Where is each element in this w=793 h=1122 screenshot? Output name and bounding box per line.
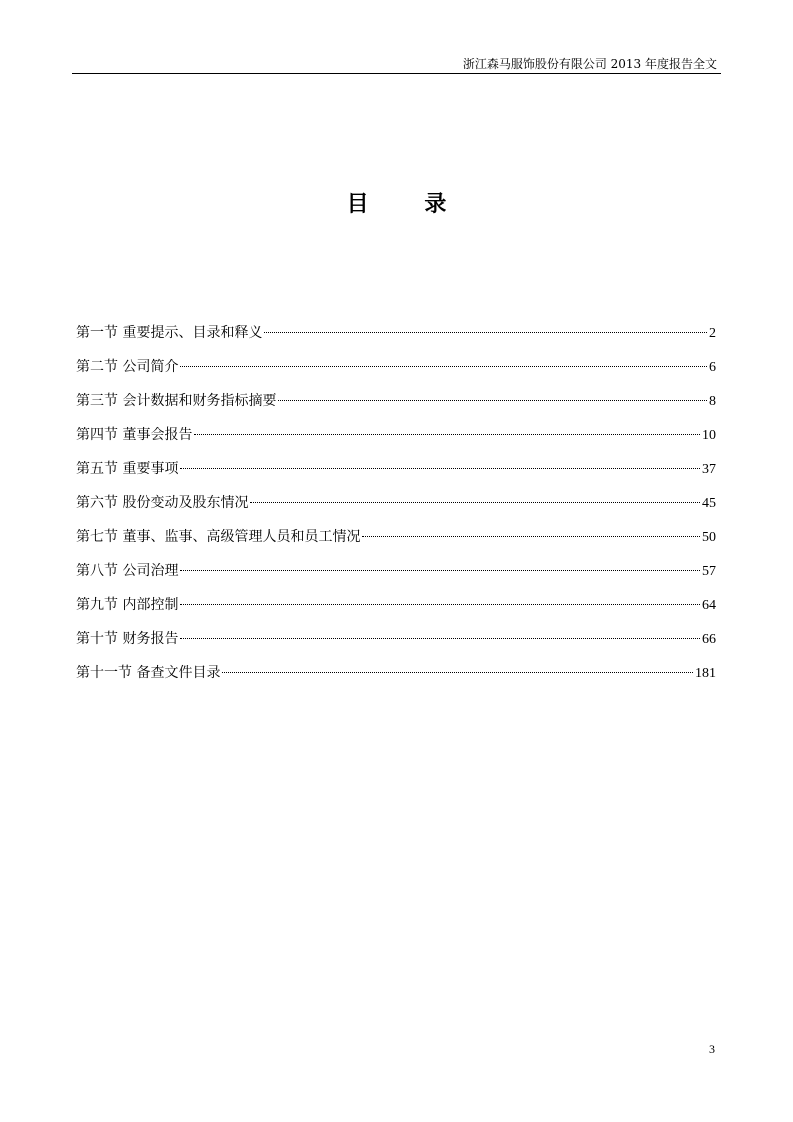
toc-entry-label: 第十一节 备查文件目录 — [76, 665, 221, 681]
toc-entry[interactable] — [76, 322, 716, 356]
toc-entry-page: 57 — [702, 564, 716, 579]
toc-entry[interactable] — [76, 594, 716, 628]
toc-leader-dots — [180, 468, 700, 469]
toc-entry-page: 66 — [702, 632, 716, 647]
header-divider — [72, 73, 721, 74]
toc-leader-dots — [180, 604, 700, 605]
toc-entry-page: 2 — [709, 326, 716, 341]
toc-leader-dots — [180, 570, 700, 571]
toc-entry-page: 50 — [702, 530, 716, 545]
toc-leader-dots — [194, 434, 700, 435]
toc-entry[interactable] — [76, 424, 716, 458]
toc-entry[interactable] — [76, 526, 716, 560]
toc-entry-label: 第十节 财务报告 — [76, 631, 179, 647]
toc-leader-dots — [180, 366, 707, 367]
toc-entry[interactable] — [76, 560, 716, 594]
toc-leader-dots — [264, 332, 707, 333]
toc-entry[interactable] — [76, 390, 716, 424]
toc-entry-page: 6 — [709, 360, 716, 375]
toc-entry-page: 37 — [702, 462, 716, 477]
toc-entry-label: 第八节 公司治理 — [76, 563, 179, 579]
toc-entry-label: 第四节 董事会报告 — [76, 427, 193, 443]
toc-leader-dots — [180, 638, 700, 639]
toc-entry-label: 第七节 董事、监事、高级管理人员和员工情况 — [76, 529, 361, 545]
toc-title: 目 录 — [346, 191, 471, 217]
toc-entry[interactable] — [76, 356, 716, 390]
toc-entry[interactable] — [76, 628, 716, 662]
toc-leader-dots — [278, 400, 707, 401]
toc-entry-page: 8 — [709, 394, 716, 409]
toc-entry-label: 第三节 会计数据和财务指标摘要 — [76, 393, 277, 409]
toc-entry-page: 64 — [702, 598, 716, 613]
toc-entry-label: 第二节 公司简介 — [76, 359, 179, 375]
toc-leader-dots — [362, 536, 700, 537]
toc-entry-label: 第一节 重要提示、目录和释义 — [76, 325, 263, 341]
toc-entry-label: 第九节 内部控制 — [76, 597, 179, 613]
toc-leader-dots — [250, 502, 700, 503]
toc-entry-page: 181 — [695, 666, 716, 681]
toc-entry[interactable] — [76, 662, 716, 696]
toc-entry[interactable] — [76, 458, 716, 492]
table-of-contents — [76, 322, 716, 696]
toc-entry[interactable] — [76, 492, 716, 526]
page-number: 3 — [709, 1042, 715, 1056]
toc-entry-label: 第五节 重要事项 — [76, 461, 179, 477]
header-title: 浙江森马服饰股份有限公司 2013 年度报告全文 — [462, 57, 717, 71]
toc-entry-page: 10 — [702, 428, 716, 443]
toc-leader-dots — [222, 672, 693, 673]
toc-entry-label: 第六节 股份变动及股东情况 — [76, 495, 249, 511]
toc-entry-page: 45 — [702, 496, 716, 511]
